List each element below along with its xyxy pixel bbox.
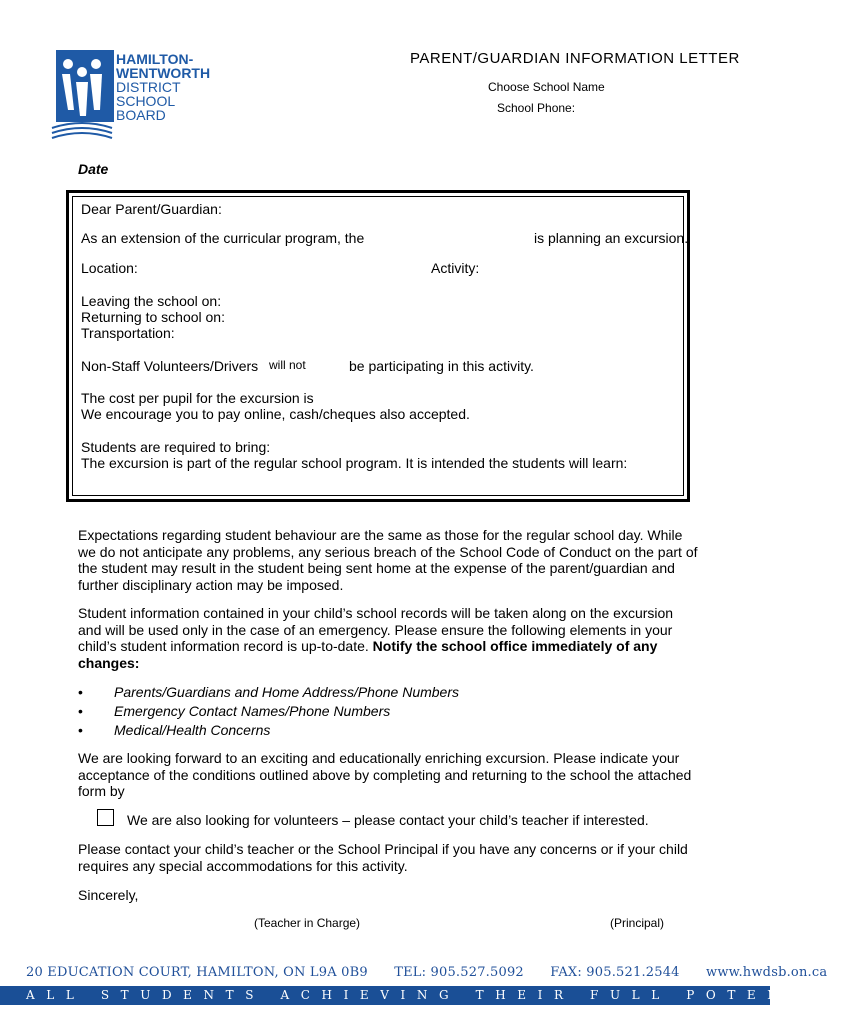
activity-label: Activity: [431, 260, 480, 276]
footer-fax: FAX: 905.521.2544 [550, 965, 680, 980]
student-info-text: Student information contained in your child’s school records will be taken along on the excursion and will be used only in the case of an emergency. Please ensure the following elements in your child’s student information record is up-to-date. [78, 605, 674, 654]
expectations-paragraph: Expectations regarding student behaviour are the same as those for the regular school day. While we do not anticipate any problems, any serious breach of the School Code of Conduct on the part of the student may result in the student being sent home at the expense of the parent/guardian and further disciplinary action may be imposed. [78, 527, 698, 593]
excursion-info-box [66, 190, 690, 502]
tagline-text: ALL STUDENTS ACHIEVING THEIR FULL POTENTIAL [26, 988, 865, 1002]
letter-title: PARENT/GUARDIAN INFORMATION LETTER [410, 50, 740, 67]
extension-prefix: As an extension of the curricular program, the [81, 230, 365, 246]
org-name-line5: BOARD [116, 107, 166, 123]
org-name-line4: SCHOOL [116, 93, 176, 109]
footer-tel: TEL: 905.527.5092 [394, 965, 524, 980]
tagline-bar [0, 986, 865, 1005]
date-label: Date [78, 161, 109, 177]
closing-text: Sincerely, [78, 887, 139, 903]
bullet-text: Medical/Health Concerns [114, 722, 271, 738]
footer-address: 20 EDUCATION COURT, HAMILTON, ON L9A 0B9 [26, 965, 368, 980]
org-name-line2: WENTWORTH [116, 65, 211, 81]
cost-label: The cost per pupil for the excursion is [81, 390, 314, 406]
org-name-line1: HAMILTON- [116, 51, 194, 67]
bullet-text: Parents/Guardians and Home Address/Phone Numbers [114, 684, 459, 700]
hwdsb-logo [50, 50, 220, 142]
location-label: Location: [81, 260, 138, 276]
volunteers-suffix: be participating in this activity. [349, 358, 534, 374]
leaving-label: Leaving the school on: [81, 293, 222, 309]
returning-label: Returning to school on: [81, 309, 225, 325]
bullet-icon: • [78, 722, 83, 738]
school-phone-label: School Phone: [497, 101, 576, 115]
payment-note: We encourage you to pay online, cash/cheques also accepted. [81, 406, 470, 422]
extension-suffix: is planning an excursion. [534, 230, 689, 246]
bring-label: Students are required to bring: [81, 439, 271, 455]
volunteer-checkbox[interactable] [97, 809, 114, 826]
org-name-line3: DISTRICT [116, 79, 181, 95]
footer-contact [26, 965, 827, 980]
volunteers-prefix: Non-Staff Volunteers/Drivers [81, 358, 259, 374]
school-name-field[interactable]: Choose School Name [488, 80, 605, 94]
salutation: Dear Parent/Guardian: [81, 201, 222, 217]
teacher-signature-label: (Teacher in Charge) [254, 916, 361, 930]
footer-website-link[interactable]: www.hwdsb.on.ca [706, 965, 828, 980]
bullet-icon: • [78, 684, 83, 700]
hwdsb-logo-mark [50, 50, 114, 142]
volunteers-note: We are also looking for volunteers – please contact your child’s teacher if interested. [127, 812, 649, 828]
contact-paragraph: Please contact your child’s teacher or the School Principal if you have any concerns or if your child requires any special accommodations for this activity. [78, 841, 688, 874]
notify-text: Notify the school office immediately of any changes: [78, 638, 658, 671]
excursion-info-box-inner [72, 196, 689, 496]
bullet-icon: • [78, 703, 83, 719]
org-name [116, 52, 210, 122]
forward-paragraph: We are looking forward to an exciting and educationally enriching excursion. Please indicate your acceptance of the conditions outlined above by completing and returning to the school the attached form by [78, 750, 692, 799]
student-info-paragraph [78, 605, 698, 671]
transportation-label: Transportation: [81, 325, 175, 341]
bullet-text: Emergency Contact Names/Phone Numbers [114, 703, 391, 719]
learn-label: The excursion is part of the regular school program. It is intended the students will learn: [81, 455, 628, 471]
principal-signature-label: (Principal) [610, 916, 665, 930]
volunteers-choice-dropdown[interactable]: will not [269, 358, 306, 372]
